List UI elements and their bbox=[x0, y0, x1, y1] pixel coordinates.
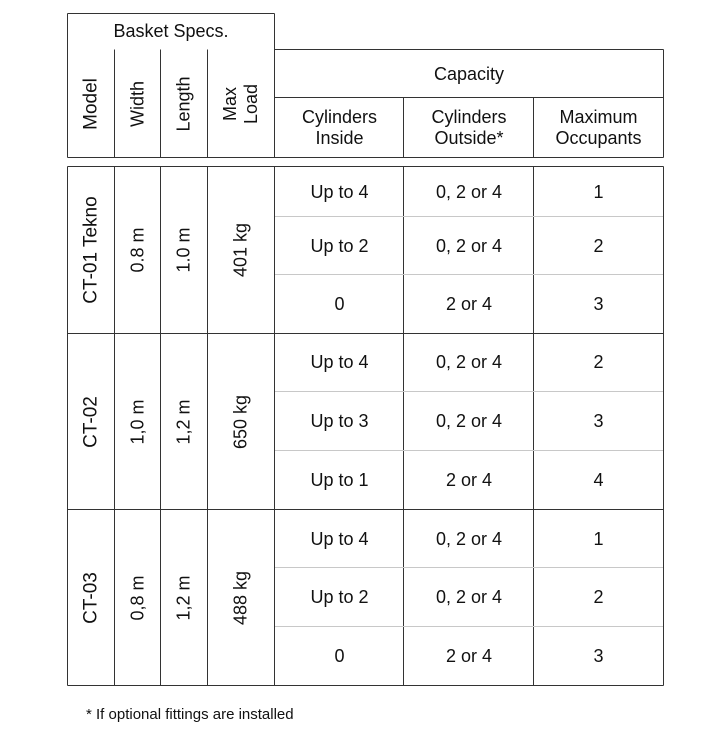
header-capacity: Capacity bbox=[433, 63, 505, 84]
cell-cylinders-inside: Up to 4 bbox=[310, 352, 369, 372]
header-max-load: Max Load bbox=[220, 83, 261, 125]
model-length: 1,2 m bbox=[173, 399, 194, 445]
cell-cylinders-outside: 2 or 4 bbox=[445, 293, 493, 314]
header-width: Width bbox=[127, 80, 148, 128]
cell-cylinders-outside: 0, 2 or 4 bbox=[435, 411, 503, 431]
model-length: 1,2 m bbox=[173, 575, 194, 621]
model-name: CT-03 bbox=[80, 572, 102, 624]
footnote: * If optional fittings are installed bbox=[86, 706, 294, 723]
cell-cylinders-outside: 2 or 4 bbox=[445, 470, 493, 490]
cell-cylinders-inside: Up to 2 bbox=[310, 235, 369, 256]
model-width: 1,0 m bbox=[127, 399, 148, 445]
model-name: CT-01 Tekno bbox=[80, 196, 102, 304]
cell-maximum-occupants: 2 bbox=[593, 352, 604, 372]
cell-cylinders-outside: 0, 2 or 4 bbox=[435, 181, 503, 202]
header-maximum-occupants: Maximum Occupants bbox=[555, 106, 642, 148]
cell-cylinders-inside: 0 bbox=[334, 293, 345, 314]
header-basket-specs: Basket Specs. bbox=[113, 20, 229, 41]
cell-maximum-occupants: 1 bbox=[593, 181, 604, 202]
model-length: 1.0 m bbox=[173, 227, 194, 273]
model-width: 0.8 m bbox=[127, 227, 148, 273]
model-width: 0,8 m bbox=[127, 575, 148, 621]
model-max-load: 650 kg bbox=[230, 394, 251, 450]
cell-cylinders-inside: Up to 2 bbox=[310, 587, 369, 607]
cell-maximum-occupants: 2 bbox=[593, 235, 604, 256]
cell-cylinders-outside: 2 or 4 bbox=[445, 646, 493, 666]
cell-cylinders-inside: Up to 4 bbox=[310, 528, 369, 549]
cell-maximum-occupants: 3 bbox=[593, 646, 604, 666]
cell-maximum-occupants: 1 bbox=[593, 528, 604, 549]
cell-maximum-occupants: 3 bbox=[593, 293, 604, 314]
cell-cylinders-outside: 0, 2 or 4 bbox=[435, 587, 503, 607]
cell-cylinders-outside: 0, 2 or 4 bbox=[435, 352, 503, 372]
model-name: CT-02 bbox=[80, 396, 102, 448]
cell-maximum-occupants: 2 bbox=[593, 587, 604, 607]
cell-cylinders-inside: 0 bbox=[334, 646, 345, 666]
cell-cylinders-inside: Up to 4 bbox=[310, 181, 369, 202]
header-length: Length bbox=[173, 76, 194, 132]
header-cylinders-inside: Cylinders Inside bbox=[301, 106, 378, 148]
cell-maximum-occupants: 4 bbox=[593, 470, 604, 490]
header-model: Model bbox=[80, 78, 102, 130]
cell-cylinders-outside: 0, 2 or 4 bbox=[435, 235, 503, 256]
model-max-load: 401 kg bbox=[230, 222, 251, 278]
cell-maximum-occupants: 3 bbox=[593, 411, 604, 431]
model-max-load: 488 kg bbox=[230, 570, 251, 626]
header-cylinders-outside: Cylinders Outside* bbox=[431, 106, 507, 148]
cell-cylinders-outside: 0, 2 or 4 bbox=[435, 528, 503, 549]
cell-cylinders-inside: Up to 3 bbox=[310, 411, 369, 431]
cell-cylinders-inside: Up to 1 bbox=[310, 470, 369, 490]
